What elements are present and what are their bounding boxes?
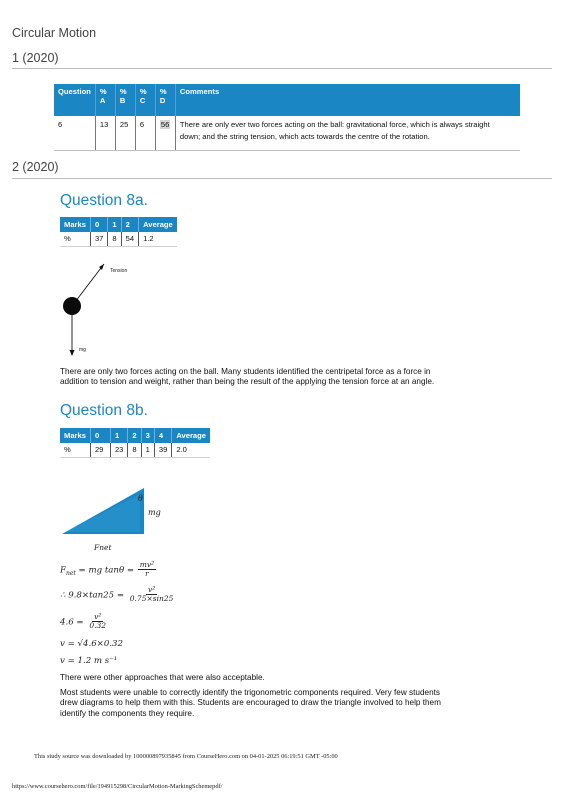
cell-c: 6 [135,116,155,150]
marks-header: 3 [141,428,154,443]
weight-arrowhead [70,350,75,356]
question-summary-table [54,84,520,151]
marks-cell: % [60,232,90,246]
equation-1: $F_{net}$ = mg tanθ = $\frac{\text{mv²}}{r}$ [60,560,155,579]
q8a-comment [60,367,510,388]
marks-header: 1 [108,217,121,232]
header-pct-b: % B [115,84,135,116]
comment-line: Most students were unable to correctly identify the trigonometric components required. Very few students [60,688,440,697]
marks-header: 0 [90,217,107,232]
question-8a-heading: Question 8a. [60,192,148,209]
comment-line: There are only ever two forces acting on the ball: gravitational force, which is always straight [179,120,490,129]
marks-cell: 54 [121,232,138,246]
marks-header: 1 [110,428,127,443]
marks-header: Average [172,428,210,443]
marks-header: Average [139,217,177,232]
cell-b: 25 [115,116,135,150]
comment-line: addition to tension and weight, rather than being the result of the applying the tension force at an angle. [60,377,435,387]
fnet-side-label: Fnet [94,543,112,552]
comment-line: There are only two forces acting on the ball. Many students identified the centripetal force as a force in [60,367,431,376]
header-pct-c: % C [135,84,155,116]
equation-3: 4.6 = $\frac{\text{v²}}{0.32}$ [60,612,107,631]
q8b-marks-table [60,428,210,458]
marks-header: Marks [60,217,90,232]
comment-line: down; and the string tension, which acts towards the centre of the rotation. [179,132,430,141]
theta-label: θ [138,494,143,503]
header-question: Question [54,84,95,116]
marks-cell: 1.2 [139,232,177,246]
marks-cell: 8 [128,443,141,457]
equation-4: v = √4.6×0.32 [60,639,123,649]
source-url: https://www.coursehero.com/file/194915298/CircularMotion-MarkingSchemepdf/ [12,783,223,790]
cell-d [155,116,175,150]
q8a-marks-table [60,217,177,247]
marks-cell: 37 [90,232,107,246]
comment-line: identify the components they require. [60,708,195,718]
marks-cell: 8 [108,232,121,246]
mg-side-label: mg [148,508,161,517]
marks-header: 4 [154,428,171,443]
marks-header: 0 [90,428,110,443]
header-pct-d: % D [155,84,175,116]
ball [63,297,81,315]
cell-question: 6 [54,116,95,150]
marks-cell: 29 [90,443,110,457]
header-pct-a: % A [95,84,115,116]
equation-2: ∴ 9.8×tan25 = $\frac{\text{v²}}{0.75\times\sin 25}$ [60,585,174,604]
force-diagram [58,258,148,358]
marks-header: Marks [60,428,90,443]
mg-label: mg [79,347,86,353]
marks-cell: 2.0 [172,443,210,457]
correct-answer-highlight: 56 [160,120,170,129]
marks-header: 2 [121,217,138,232]
download-notice: This study source was downloaded by 100000897935845 from CourseHero.com on 04-01-2025 06:19:51 GMT -05:00 [34,753,338,760]
page-title: Circular Motion [12,26,97,40]
marks-cell: 1 [141,443,154,457]
section-divider [12,178,552,179]
comment-line: drew diagrams to help them with this. Students are encouraged to draw the triangle involved to help them [60,698,441,708]
tension-label: Tension [110,268,128,274]
marks-cell: 23 [110,443,127,457]
cell-comment [175,116,520,150]
q8b-comment [60,688,510,719]
marks-cell: % [60,443,90,457]
question-8b-heading: Question 8b. [60,402,148,419]
cell-a: 13 [95,116,115,150]
header-comments: Comments [175,84,520,116]
marks-cell: 39 [154,443,171,457]
section-heading-2: 2 (2020) [12,160,59,174]
marks-header: 2 [128,428,141,443]
equation-5: v = 1.2 m s⁻¹ [60,656,118,666]
section-divider [12,68,552,69]
alternative-approaches-note: There were other approaches that were also acceptable. [60,673,265,682]
section-heading-1: 1 (2020) [12,51,59,65]
